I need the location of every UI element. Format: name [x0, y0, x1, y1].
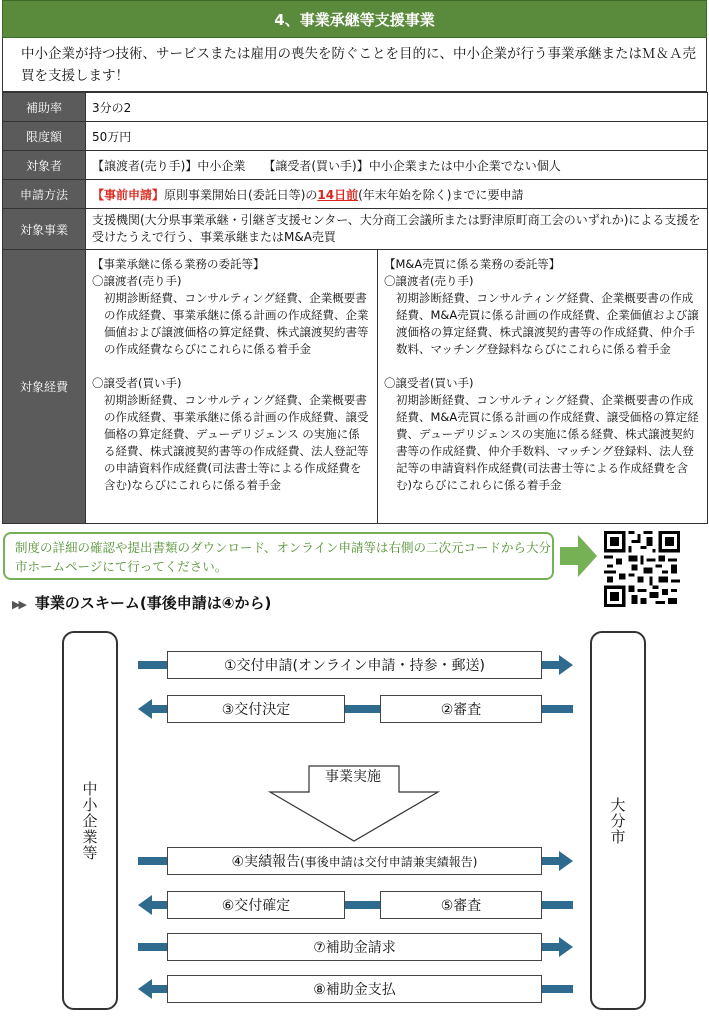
step7-box: ⑦補助金請求 — [167, 933, 542, 961]
scheme-title-text: 事業のスキーム(事後申請は④から) — [34, 594, 272, 612]
succession-seller-body: 初期診断経費、コンサルティング経費、企業概要書の作成経費、事業承継に係る計画の作成経費、企業価値および譲渡価格の算定経費、株式譲渡契約書等の作成経費ならびにこれらに係る着手金 — [104, 291, 369, 356]
value-target: 【譲渡者(売り手)】中小企業 【譲受者(買い手)】中小企業または中小企業でない個人 — [86, 151, 708, 180]
value-apply — [86, 180, 708, 209]
scheme-marker: ▶▶ — [12, 598, 25, 611]
execution-label: 事業実施 — [325, 769, 381, 785]
row-limit — [3, 122, 708, 151]
qr-code-icon[interactable] — [604, 531, 680, 607]
flow-step1 — [138, 651, 573, 679]
label-target: 対象者 — [3, 151, 86, 180]
step4-box — [167, 847, 542, 875]
section-title: 4、事業承継等支援事業 — [2, 0, 707, 38]
expenses-succession — [86, 250, 378, 524]
label-limit: 限度額 — [3, 122, 86, 151]
scheme-title — [12, 592, 271, 613]
flow-step8 — [138, 975, 573, 1003]
prior-application-tag: 【事前申請】 — [92, 187, 165, 202]
row-project — [3, 209, 708, 250]
row-rate — [3, 93, 708, 122]
step1-box: ①交付申請(オンライン申請・持参・郵送) — [167, 651, 542, 679]
apply-suffix: (年末年始を除く)までに要申請 — [358, 187, 524, 202]
succession-seller-head: 〇譲渡者(売り手) — [92, 274, 182, 288]
actor-oita-city — [590, 631, 646, 1010]
expenses-ma — [378, 250, 708, 524]
row-apply — [3, 180, 708, 209]
ma-seller-head: 〇譲渡者(売り手) — [384, 274, 474, 288]
arrow-right-icon — [559, 655, 573, 675]
notice-box: 制度の詳細の確認や提出書類のダウンロード、オンライン申請等は右側の二次元コードから大分市ホームページにて行ってください。 — [3, 532, 554, 580]
flow-step2-3 — [138, 695, 573, 723]
label-expenses: 対象経費 — [3, 250, 86, 524]
intro-text: 中小企業が持つ技術、サービスまたは雇用の喪失を防ぐことを目的に、中小企業が行う事業承継またはＭ＆Ａ売買を支援します！ — [2, 38, 707, 92]
value-project: 支援機関(大分県事業承継・引継ぎ支援センター、大分商工会議所または野津原町商工会のいずれか)による支援を受けたうえで行う、事業承継またはM&A売買 — [86, 209, 708, 250]
label-apply: 申請方法 — [3, 180, 86, 209]
arrow-left-icon — [138, 979, 152, 999]
ma-heading: 【M&A売買に係る業務の委託等】 — [384, 257, 561, 271]
actor-sme-label: 中小企業等 — [80, 780, 99, 861]
arrow-left-icon — [138, 895, 152, 915]
label-rate: 補助率 — [3, 93, 86, 122]
succession-buyer-head: 〇譲受者(買い手) — [92, 376, 182, 390]
flow-step5-6 — [138, 891, 573, 919]
apply-days: 14日前 — [317, 187, 359, 202]
row-expenses — [3, 250, 708, 524]
step2-box: ②審査 — [380, 695, 542, 723]
step8-box: ⑧補助金支払 — [167, 975, 542, 1003]
succession-buyer-body: 初期診断経費、コンサルティング経費、企業概要書の作成経費、事業承継に係る計画の作成経費、譲受価格の算定経費、デューデリジェンス の実施に係る経費、株式譲渡契約書等の作成経費、法人登記等の申請資料作成経費(司法書士等による作成経費を含む)ならびにこれらに係る着手金 — [104, 393, 369, 492]
step4-note: (事後申請は交付申請兼実績報告) — [300, 854, 478, 869]
arrow-right-icon — [560, 533, 598, 579]
arrow-left-icon — [138, 699, 152, 719]
succession-heading: 【事業承継に係る業務の委託等】 — [92, 257, 265, 271]
step4-label: ④実績報告 — [231, 854, 301, 870]
actor-sme — [62, 631, 118, 1010]
ma-seller-body: 初期診断経費、コンサルティング経費、企業概要書の作成経費、M&A売買に係る計画の作成経費、企業価値および譲渡価格の算定経費、株式譲渡契約書等の作成経費、仲介手数料、マッチング登録料ならびにこれらに係る着手金 — [396, 291, 699, 356]
apply-text: 原則事業開始日(委託日等)の — [164, 187, 318, 202]
info-table — [2, 92, 708, 524]
ma-buyer-body: 初期診断経費、コンサルティング経費、企業概要書の作成経費、M&A売買に係る計画の作成経費、譲受価格の算定経費、デューデリジェンスの実施に係る経費、株式譲渡契約書等の作成経費、仲介手数料、マッチング登録料、法人登記等の申請資料作成経費(司法書士等による作成経費を含む)ならびにこれらに係る着手金 — [396, 393, 699, 492]
actor-oita-label: 大分市 — [608, 796, 627, 845]
arrow-right-icon — [559, 937, 573, 957]
label-project: 対象事業 — [3, 209, 86, 250]
row-target — [3, 151, 708, 180]
arrow-right-icon — [559, 851, 573, 871]
flow-step4 — [138, 847, 573, 875]
value-rate: 3分の2 — [86, 93, 708, 122]
flow-step7 — [138, 933, 573, 961]
value-limit: 50万円 — [86, 122, 708, 151]
step3-box: ③交付決定 — [167, 695, 345, 723]
step6-box: ⑥交付確定 — [167, 891, 345, 919]
ma-buyer-head: 〇譲受者(買い手) — [384, 376, 474, 390]
step5-box: ⑤審査 — [380, 891, 542, 919]
